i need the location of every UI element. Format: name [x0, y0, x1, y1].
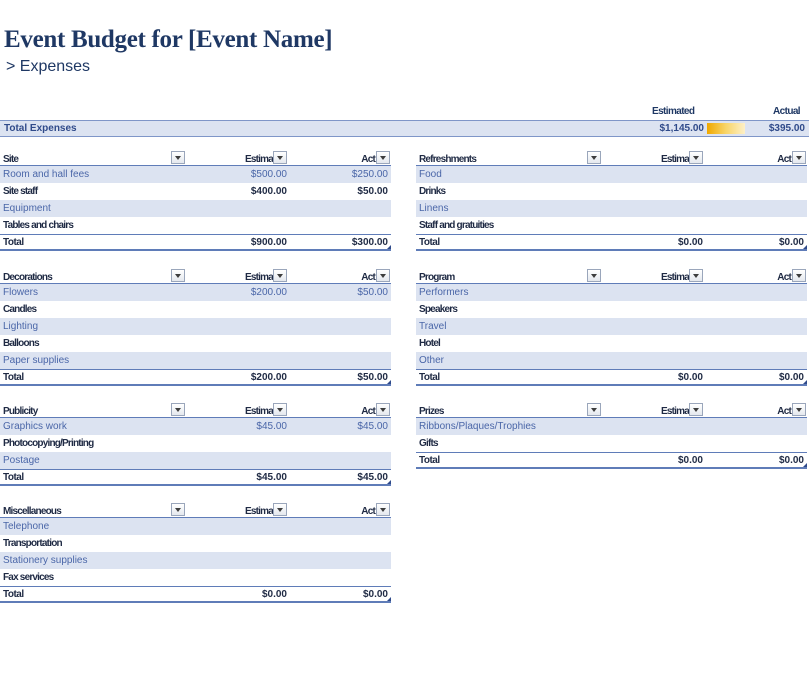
table-row: [416, 200, 807, 217]
actual-cell[interactable]: $250.00: [351, 169, 388, 180]
table-row: [0, 284, 391, 301]
column-header-actual[interactable]: Act: [361, 272, 375, 283]
item-cell[interactable]: Hotel: [419, 338, 441, 349]
item-cell[interactable]: Paper supplies: [3, 355, 70, 366]
column-header-actual[interactable]: Act: [777, 154, 791, 165]
table-row: [0, 200, 391, 217]
filter-dropdown-icon[interactable]: [171, 403, 185, 416]
actual-cell[interactable]: $45.00: [357, 421, 388, 432]
table-row: [0, 435, 391, 452]
table-site: [0, 150, 391, 251]
filter-dropdown-icon[interactable]: [273, 151, 287, 164]
table-row: [0, 518, 391, 535]
resize-handle-icon[interactable]: [803, 463, 807, 467]
actual-cell[interactable]: $50.00: [357, 287, 388, 298]
item-cell[interactable]: Balloons: [3, 338, 39, 349]
item-cell[interactable]: Flowers: [3, 287, 39, 298]
total-actual[interactable]: $0.00: [362, 589, 388, 600]
item-cell[interactable]: Telephone: [3, 521, 50, 532]
total-actual[interactable]: $0.00: [778, 372, 804, 383]
total-label: Total: [3, 237, 24, 248]
item-cell[interactable]: Room and hall fees: [3, 169, 90, 180]
filter-dropdown-icon[interactable]: [587, 151, 601, 164]
item-cell[interactable]: Linens: [419, 203, 449, 214]
table-row: [0, 552, 391, 569]
table-row: [0, 318, 391, 335]
item-cell[interactable]: Photocopying/Printing: [3, 438, 94, 449]
table-row: [0, 452, 391, 469]
item-cell[interactable]: Graphics work: [3, 421, 67, 432]
total-estimated[interactable]: $45.00: [256, 472, 287, 483]
table-header-row: [0, 268, 391, 284]
item-cell[interactable]: Speakers: [419, 304, 458, 315]
filter-dropdown-icon[interactable]: [273, 403, 287, 416]
item-cell[interactable]: Ribbons/Plaques/Trophies: [419, 421, 536, 432]
table-row: [416, 301, 807, 318]
column-header-actual[interactable]: Act: [361, 406, 375, 417]
filter-dropdown-icon[interactable]: [587, 269, 601, 282]
page-title: Event Budget for [Event Name]: [4, 26, 333, 53]
filter-dropdown-icon[interactable]: [376, 503, 390, 516]
table-row: [416, 166, 807, 183]
column-header-estimated[interactable]: Estima: [245, 154, 273, 165]
resize-handle-icon[interactable]: [387, 597, 391, 601]
column-header-actual[interactable]: Act: [361, 506, 375, 517]
item-cell[interactable]: Transportation: [3, 538, 62, 549]
item-cell[interactable]: Candles: [3, 304, 37, 315]
table-row: [416, 352, 807, 369]
table-prizes: [416, 402, 807, 469]
total-actual[interactable]: $0.00: [778, 237, 804, 248]
filter-dropdown-icon[interactable]: [171, 151, 185, 164]
item-cell[interactable]: Staff and gratuities: [419, 220, 494, 231]
filter-dropdown-icon[interactable]: [376, 269, 390, 282]
item-cell[interactable]: Food: [419, 169, 442, 180]
summary-estimated-header: Estimated: [652, 106, 695, 117]
item-cell[interactable]: Equipment: [3, 203, 51, 214]
total-row: [0, 586, 391, 603]
table-header-row: [0, 150, 391, 166]
filter-dropdown-icon[interactable]: [376, 151, 390, 164]
item-cell[interactable]: Tables and chairs: [3, 220, 74, 231]
table-row: [416, 418, 807, 435]
total-estimated[interactable]: $0.00: [677, 237, 703, 248]
total-label: Total: [3, 472, 24, 483]
total-row: [0, 369, 391, 386]
item-cell[interactable]: Travel: [419, 321, 447, 332]
total-estimated[interactable]: $0.00: [677, 372, 703, 383]
item-cell[interactable]: Postage: [3, 455, 40, 466]
table-header-row: [416, 150, 807, 166]
table-row: [0, 352, 391, 369]
page-subtitle: > Expenses: [6, 58, 91, 75]
resize-handle-icon[interactable]: [803, 380, 807, 384]
table-row: [416, 435, 807, 452]
column-header-category[interactable]: Refreshments: [419, 154, 477, 165]
total-row: [0, 469, 391, 486]
filter-dropdown-icon[interactable]: [273, 503, 287, 516]
total-expenses-label: Total Expenses: [4, 123, 77, 134]
summary-actual-header: Actual: [773, 106, 800, 117]
total-estimated[interactable]: $0.00: [261, 589, 287, 600]
resize-handle-icon[interactable]: [387, 245, 391, 249]
data-bar: [707, 123, 745, 134]
table-row: [416, 183, 807, 200]
total-row: [0, 234, 391, 251]
column-header-category[interactable]: Decorations: [3, 272, 52, 283]
item-cell[interactable]: Other: [419, 355, 445, 366]
column-header-category[interactable]: Site: [3, 154, 19, 165]
table-miscellaneous: [0, 502, 391, 603]
item-cell[interactable]: Site staff: [3, 186, 38, 197]
column-header-category[interactable]: Prizes: [419, 406, 444, 417]
table-row: [0, 183, 391, 200]
total-estimated[interactable]: $200.00: [250, 372, 287, 383]
total-row: [416, 369, 807, 386]
table-header-row: [0, 402, 391, 418]
table-publicity: [0, 402, 391, 486]
total-label: Total: [3, 372, 24, 383]
table-row: [416, 217, 807, 234]
table-decorations: [0, 268, 391, 386]
filter-dropdown-icon[interactable]: [792, 403, 806, 416]
total-actual[interactable]: $45.00: [357, 472, 388, 483]
table-row: [0, 418, 391, 435]
column-header-category[interactable]: Miscellaneous: [3, 506, 61, 517]
table-row: [416, 335, 807, 352]
table-row: [0, 569, 391, 586]
filter-dropdown-icon[interactable]: [689, 151, 703, 164]
total-actual[interactable]: $50.00: [357, 372, 388, 383]
total-label: Total: [3, 589, 24, 600]
filter-dropdown-icon[interactable]: [171, 269, 185, 282]
filter-dropdown-icon[interactable]: [689, 269, 703, 282]
column-header-estimated[interactable]: Estima: [245, 272, 273, 283]
total-actual[interactable]: $0.00: [778, 455, 804, 466]
table-row: [0, 335, 391, 352]
column-header-actual[interactable]: Act: [777, 272, 791, 283]
total-label: Total: [419, 455, 440, 466]
estimated-cell[interactable]: $400.00: [250, 186, 287, 197]
filter-dropdown-icon[interactable]: [587, 403, 601, 416]
column-header-estimated[interactable]: Estima: [245, 506, 273, 517]
total-expenses-estimated[interactable]: $1,145.00: [659, 123, 704, 134]
column-header-actual[interactable]: Act: [777, 406, 791, 417]
table-program: [416, 268, 807, 386]
total-estimated[interactable]: $0.00: [677, 455, 703, 466]
total-row: [416, 452, 807, 469]
item-cell[interactable]: Gifts: [419, 438, 438, 449]
total-actual[interactable]: $300.00: [351, 237, 388, 248]
total-estimated[interactable]: $900.00: [250, 237, 287, 248]
table-row: [416, 318, 807, 335]
filter-dropdown-icon[interactable]: [376, 403, 390, 416]
resize-handle-icon[interactable]: [803, 245, 807, 249]
resize-handle-icon[interactable]: [387, 480, 391, 484]
item-cell[interactable]: Fax services: [3, 572, 54, 583]
total-expenses-row: [0, 120, 809, 137]
item-cell[interactable]: Performers: [419, 287, 469, 298]
table-row: [416, 284, 807, 301]
filter-dropdown-icon[interactable]: [689, 403, 703, 416]
item-cell[interactable]: Lighting: [3, 321, 39, 332]
filter-dropdown-icon[interactable]: [273, 269, 287, 282]
table-row: [0, 301, 391, 318]
total-label: Total: [419, 372, 440, 383]
table-row: [0, 535, 391, 552]
estimated-cell[interactable]: $45.00: [256, 421, 287, 432]
table-header-row: [416, 402, 807, 418]
actual-cell[interactable]: $50.00: [357, 186, 388, 197]
column-header-category[interactable]: Publicity: [3, 406, 38, 417]
total-row: [416, 234, 807, 251]
item-cell[interactable]: Stationery supplies: [3, 555, 88, 566]
table-row: [0, 217, 391, 234]
table-refreshments: [416, 150, 807, 251]
column-header-estimated[interactable]: Estima: [245, 406, 273, 417]
column-header-estimated[interactable]: Estima: [661, 154, 689, 165]
table-header-row: [0, 502, 391, 518]
estimated-cell[interactable]: $200.00: [250, 287, 287, 298]
filter-dropdown-icon[interactable]: [792, 151, 806, 164]
table-header-row: [416, 268, 807, 284]
total-label: Total: [419, 237, 440, 248]
filter-dropdown-icon[interactable]: [171, 503, 185, 516]
estimated-cell[interactable]: $500.00: [250, 169, 287, 180]
filter-dropdown-icon[interactable]: [792, 269, 806, 282]
column-header-estimated[interactable]: Estima: [661, 406, 689, 417]
column-header-estimated[interactable]: Estima: [661, 272, 689, 283]
total-expenses-actual[interactable]: $395.00: [768, 123, 805, 134]
table-row: [0, 166, 391, 183]
column-header-actual[interactable]: Act: [361, 154, 375, 165]
item-cell[interactable]: Drinks: [419, 186, 446, 197]
column-header-category[interactable]: Program: [419, 272, 455, 283]
resize-handle-icon[interactable]: [387, 380, 391, 384]
